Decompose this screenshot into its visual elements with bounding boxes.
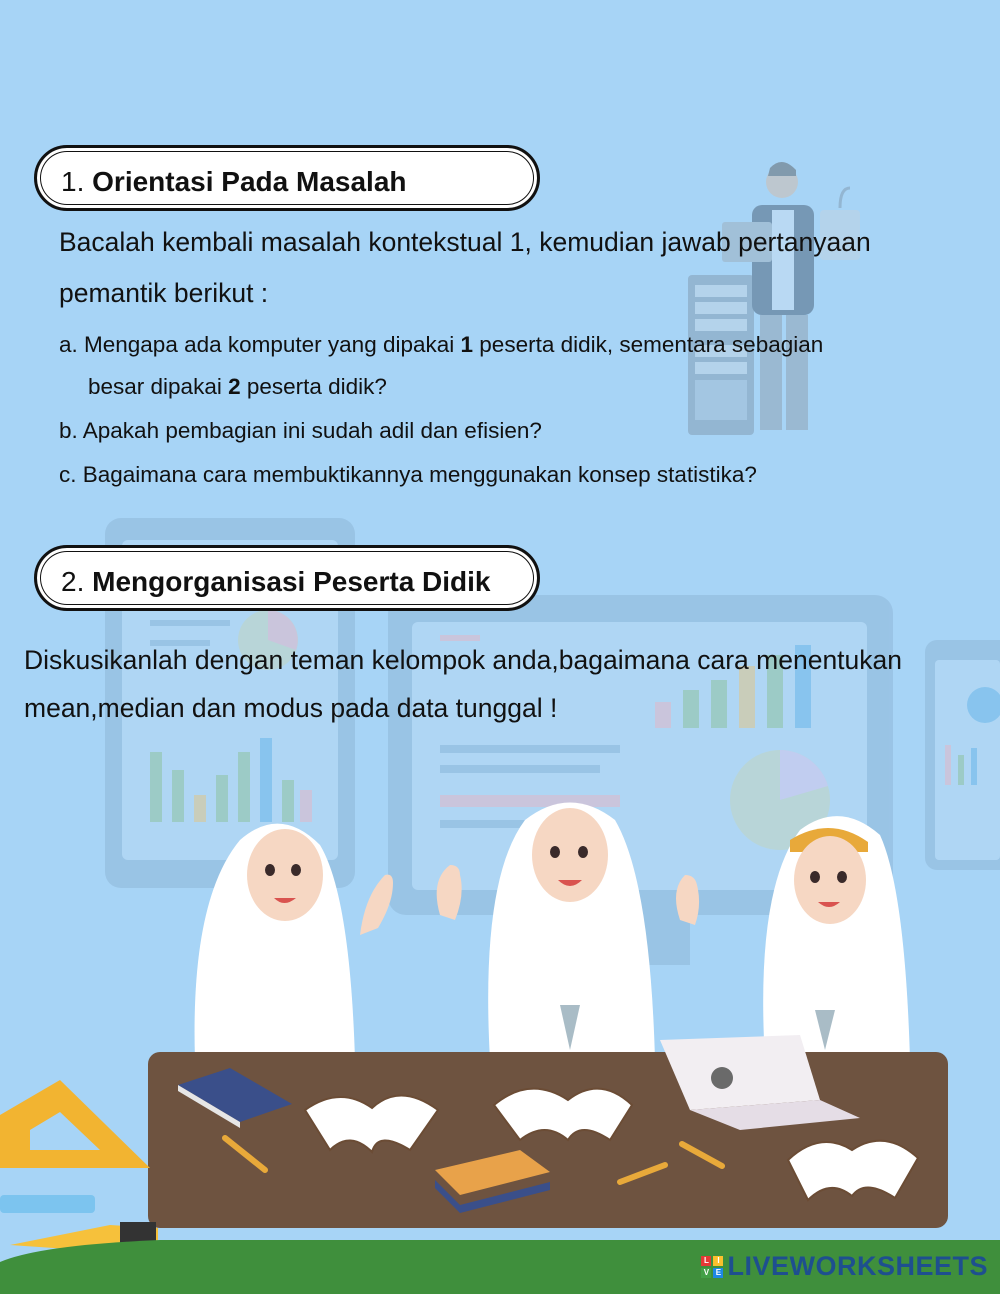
logo-tile: I [713, 1256, 723, 1266]
section2-text-line2: mean,median dan modus pada data tunggal ! [24, 693, 558, 723]
section2-title: Mengorganisasi Peserta Didik [92, 566, 491, 597]
table-illustration [148, 1035, 948, 1228]
logo-tile: L [701, 1256, 711, 1266]
question-a-line2-end: peserta didik? [240, 374, 387, 399]
question-b: b. Apakah pembagian ini sudah adil dan efisien? [59, 418, 542, 443]
section2-number: 2. [61, 566, 85, 597]
section1-title: Orientasi Pada Masalah [92, 166, 407, 197]
question-a-text: a. Mengapa ada komputer yang dipakai [59, 332, 461, 357]
question-a-line1 [59, 332, 823, 358]
ruler-illustration [0, 1080, 150, 1168]
logo-tile: E [713, 1268, 723, 1278]
question-c: c. Bagaimana cara membuktikannya menggunakan konsep statistika? [59, 462, 757, 487]
side-panel-illustration [925, 640, 1000, 870]
liveworksheets-logo[interactable] [701, 1251, 988, 1282]
marker-illustration [0, 1195, 95, 1213]
question-a-text-cont: peserta didik, sementara sebagian [473, 332, 824, 357]
section2-heading-box [34, 545, 540, 611]
logo-text: LIVEWORKSHEETS [727, 1251, 988, 1281]
section1-number: 1. [61, 166, 85, 197]
section2-heading [61, 566, 491, 598]
logo-tiles-icon [701, 1256, 723, 1278]
question-a-line2-text: besar dipakai [88, 374, 229, 399]
section1-heading-box [34, 145, 540, 211]
section1-heading [61, 166, 407, 198]
section1-intro-line2: pemantik berikut : [59, 278, 269, 308]
section2-text-line1: Diskusikanlah dengan teman kelompok anda,bagaimana cara menentukan [24, 645, 903, 675]
section1-intro-line1: Bacalah kembali masalah kontekstual 1, kemudian jawab pertanyaan [59, 227, 871, 257]
students-illustration [195, 803, 910, 1061]
question-a-number-1: 1 [460, 332, 474, 357]
server-man-illustration [688, 162, 860, 435]
question-a-line2 [88, 374, 387, 400]
question-a-number-2: 2 [228, 374, 241, 399]
logo-tile: V [701, 1268, 711, 1278]
